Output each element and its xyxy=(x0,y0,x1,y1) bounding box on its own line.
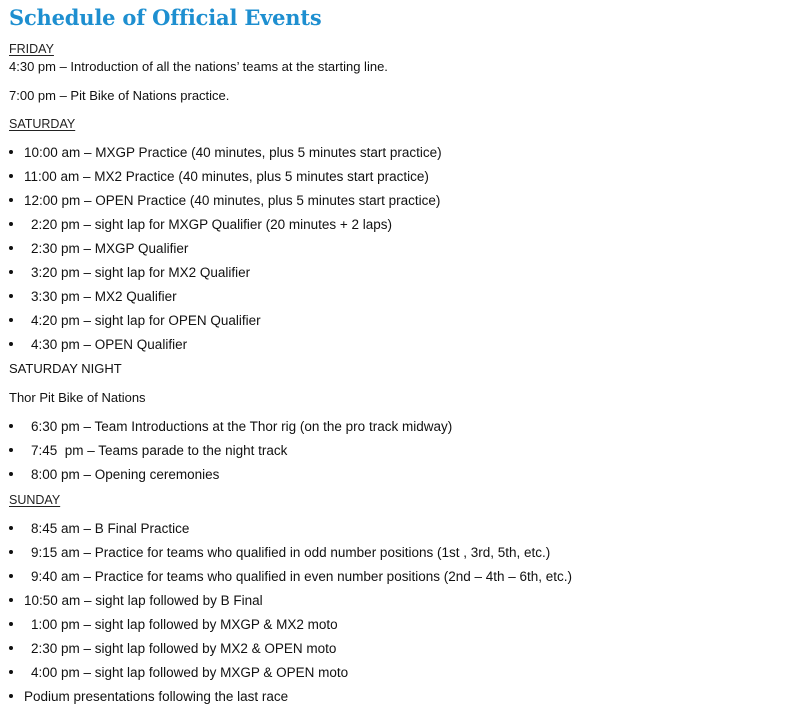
list-item: 6:30 pm – Team Introductions at the Thor rig (on the pro track midway) xyxy=(9,418,452,436)
day-heading-sunday: SUNDAY xyxy=(9,493,61,507)
bullet-icon xyxy=(9,694,13,698)
bullet-icon xyxy=(9,270,13,274)
bullet-icon xyxy=(9,198,13,202)
list-item: 9:40 am – Practice for teams who qualified in even number positions (2nd – 4th – 6th, etc.) xyxy=(9,568,572,586)
friday-line: 4:30 pm – Introduction of all the nations’ teams at the starting line. xyxy=(9,59,388,74)
friday-line: 7:00 pm – Pit Bike of Nations practice. xyxy=(9,88,230,103)
bullet-icon xyxy=(9,598,13,602)
list-item: 7:45 pm – Teams parade to the night track xyxy=(9,442,287,460)
bullet-icon xyxy=(9,472,13,476)
list-item: 4:00 pm – sight lap followed by MXGP & OPEN moto xyxy=(9,664,348,682)
bullet-icon xyxy=(9,222,13,226)
day-heading-saturday: SATURDAY xyxy=(9,117,76,131)
page-title: Schedule of Official Events xyxy=(9,5,322,30)
list-item: 3:30 pm – MX2 Qualifier xyxy=(9,288,177,306)
list-item: 11:00 am – MX2 Practice (40 minutes, plus 5 minutes start practice) xyxy=(9,168,429,186)
list-item: 4:30 pm – OPEN Qualifier xyxy=(9,336,187,354)
bullet-icon xyxy=(9,246,13,250)
day-heading-saturday-night: SATURDAY NIGHT xyxy=(9,361,122,376)
bullet-icon xyxy=(9,342,13,346)
list-item: 9:15 am – Practice for teams who qualified in odd number positions (1st , 3rd, 5th, etc.) xyxy=(9,544,550,562)
bullet-icon xyxy=(9,574,13,578)
list-item: 2:30 pm – MXGP Qualifier xyxy=(9,240,188,258)
bullet-icon xyxy=(9,526,13,530)
list-item: 3:20 pm – sight lap for MX2 Qualifier xyxy=(9,264,250,282)
bullet-icon xyxy=(9,448,13,452)
list-item: 4:20 pm – sight lap for OPEN Qualifier xyxy=(9,312,261,330)
list-item: 10:00 am – MXGP Practice (40 minutes, plus 5 minutes start practice) xyxy=(9,144,442,162)
list-item: 2:20 pm – sight lap for MXGP Qualifier (20 minutes + 2 laps) xyxy=(9,216,392,234)
list-item: 1:00 pm – sight lap followed by MXGP & MX2 moto xyxy=(9,616,338,634)
bullet-icon xyxy=(9,424,13,428)
bullet-icon xyxy=(9,670,13,674)
bullet-icon xyxy=(9,318,13,322)
list-item: 8:45 am – B Final Practice xyxy=(9,520,189,538)
bullet-icon xyxy=(9,622,13,626)
schedule-page xyxy=(9,0,789,711)
list-item: 8:00 pm – Opening ceremonies xyxy=(9,466,219,484)
list-item: 12:00 pm – OPEN Practice (40 minutes, plus 5 minutes start practice) xyxy=(9,192,440,210)
day-heading-friday: FRIDAY xyxy=(9,42,54,56)
bullet-icon xyxy=(9,646,13,650)
bullet-icon xyxy=(9,174,13,178)
bullet-icon xyxy=(9,294,13,298)
bullet-icon xyxy=(9,150,13,154)
bullet-icon xyxy=(9,550,13,554)
list-item: 2:30 pm – sight lap followed by MX2 & OPEN moto xyxy=(9,640,336,658)
list-item: 10:50 am – sight lap followed by B Final xyxy=(9,592,263,610)
list-item: Podium presentations following the last race xyxy=(9,688,288,706)
saturday-night-subheading: Thor Pit Bike of Nations xyxy=(9,390,146,405)
